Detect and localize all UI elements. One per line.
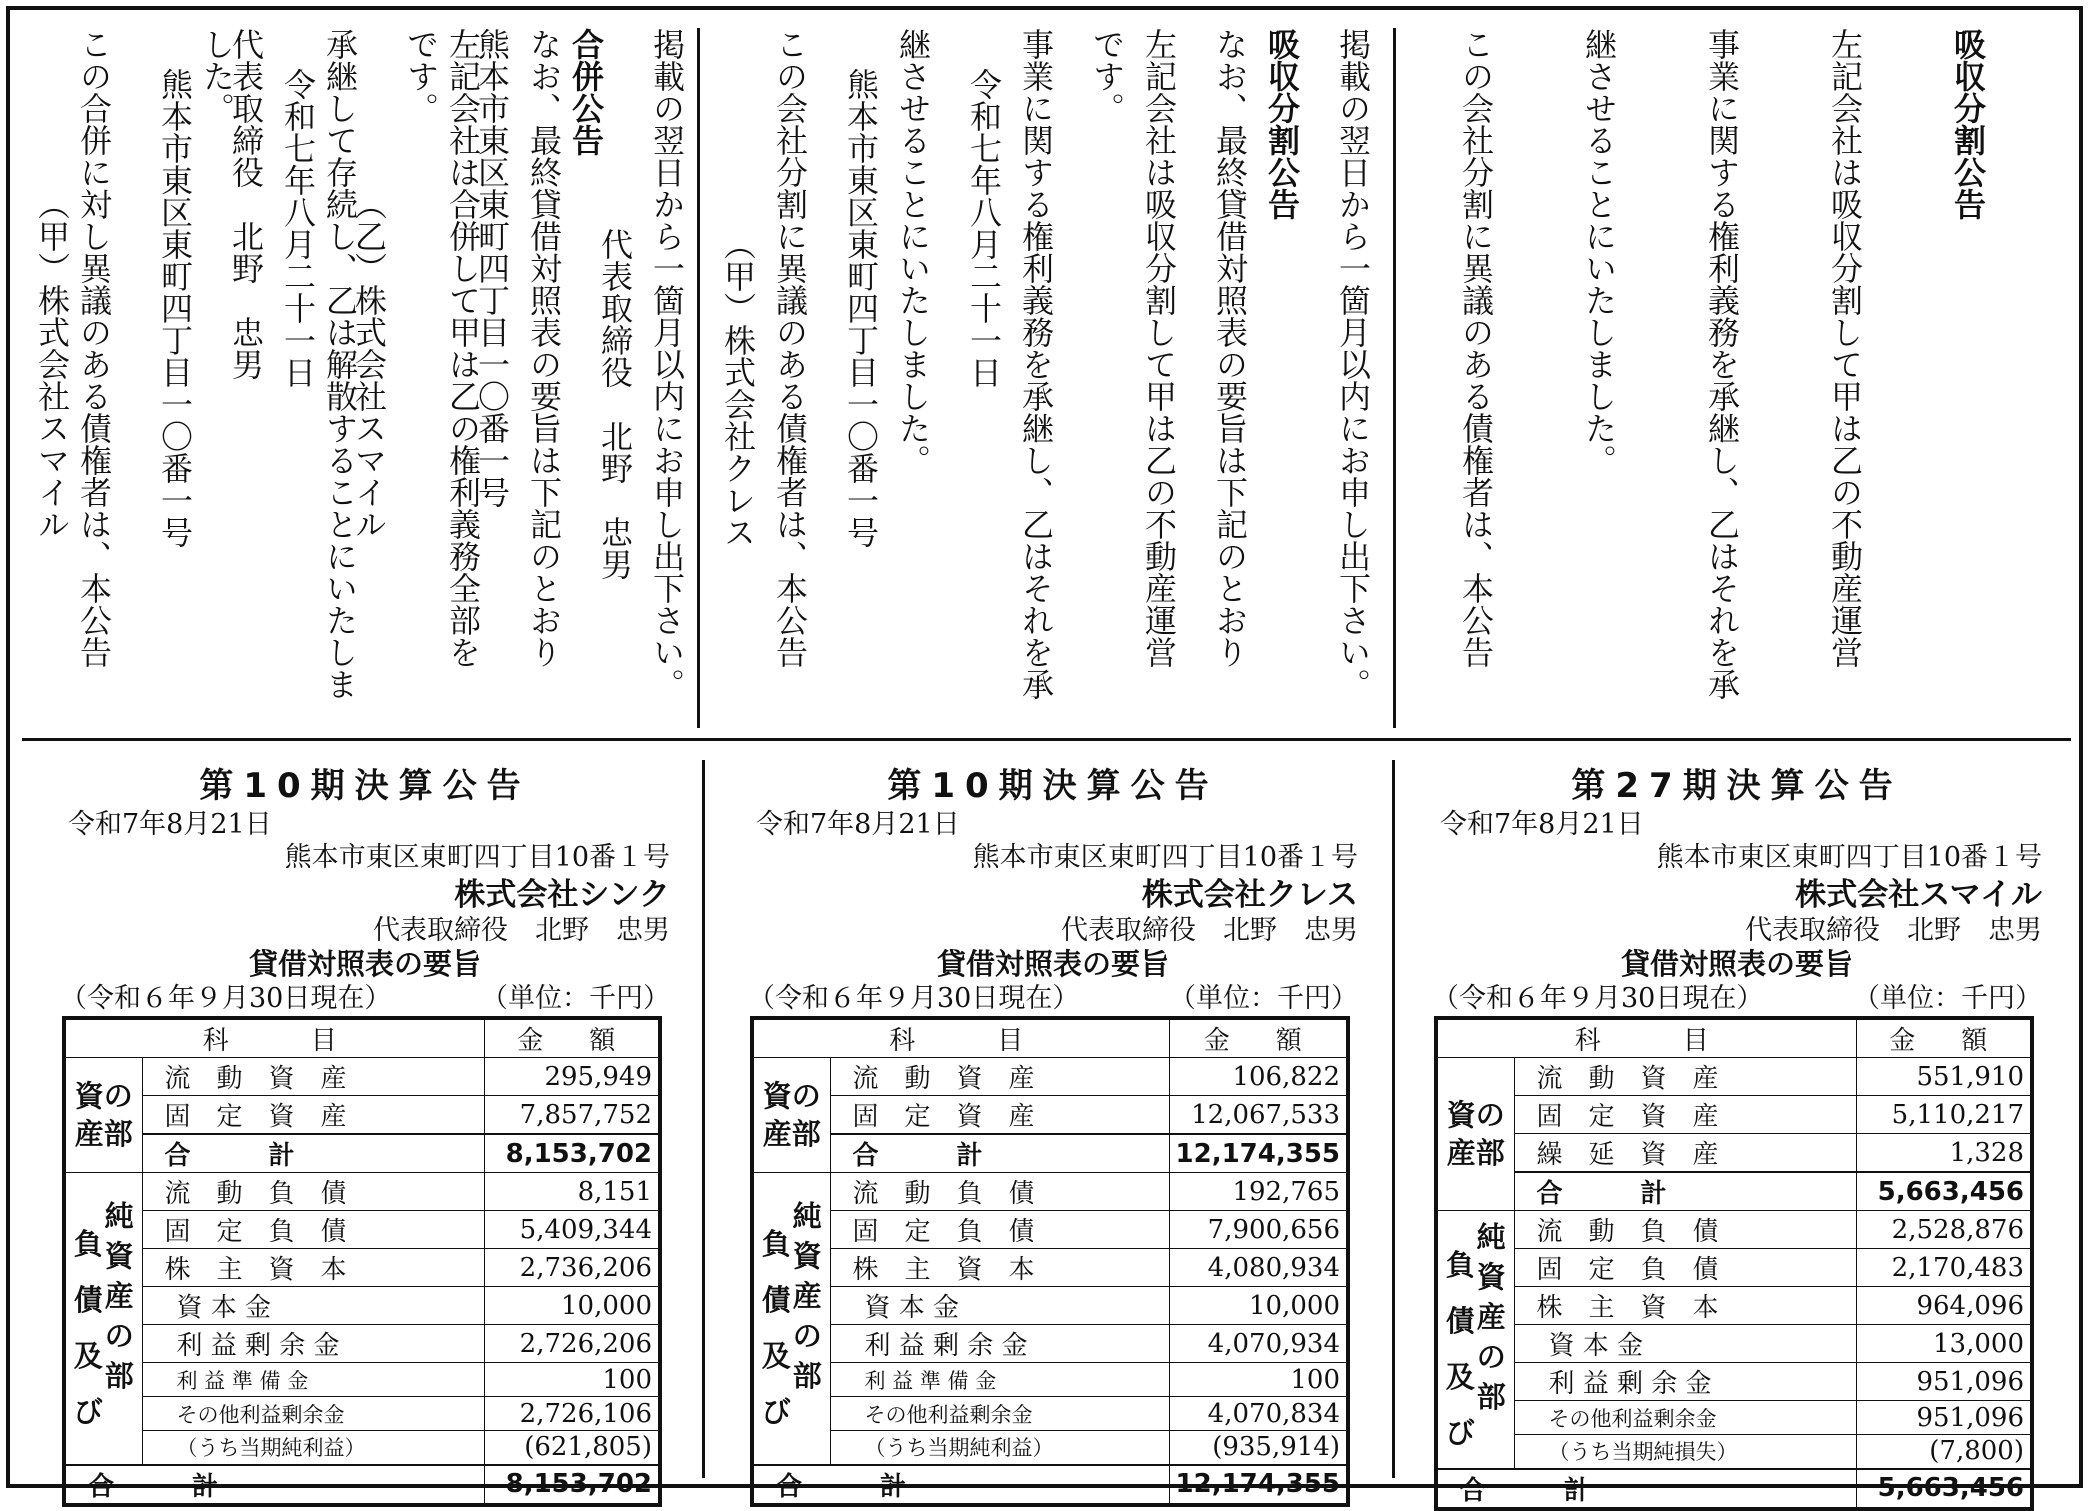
- table-row: [1436, 1435, 2032, 1469]
- assets-total-amount: 5,663,456: [1856, 1172, 2032, 1211]
- item-amount: 10,000: [1169, 1287, 1348, 1325]
- item-amount: 7,857,752: [484, 1096, 660, 1135]
- item-amount: 8,151: [484, 1173, 660, 1211]
- column-header-item: 科 目: [752, 1018, 1169, 1058]
- liabilities-total-label: 合 計: [64, 1465, 484, 1505]
- statement-asof-row: [1432, 976, 2042, 1015]
- item-label: 株 主 資 本: [1514, 1287, 1856, 1325]
- notice-line: 承継して存続し、乙は解散することにいたしま: [321, 28, 359, 700]
- section-label-part-b: 純 資 産 の 部: [792, 1199, 822, 1394]
- notice-line: 掲載の翌日から一箇月以内にお申し出下さい。: [1334, 28, 1372, 700]
- table-row: [752, 1058, 1348, 1096]
- column-header-item: 科 目: [64, 1018, 484, 1058]
- statement-address: 熊本市東区東町四丁目10番１号: [972, 842, 1358, 873]
- table-row: [752, 1249, 1348, 1287]
- section-label-liabilities: [1436, 1211, 1514, 1469]
- item-amount: 4,080,934: [1169, 1249, 1348, 1287]
- table-row: [1436, 1058, 2032, 1096]
- notice-line: した。: [198, 28, 236, 124]
- item-label: 繰 延 資 産: [1514, 1134, 1856, 1173]
- table-row: [64, 1058, 660, 1096]
- item-label: 資 本 金: [1514, 1325, 1856, 1363]
- table-row: [752, 1096, 1348, 1135]
- section-label-part-a: 負 債 及 び: [761, 1227, 791, 1430]
- item-amount: 2,736,206: [484, 1249, 660, 1287]
- item-amount: 106,822: [1169, 1058, 1348, 1096]
- item-label: 利 益 剰 余 金: [1514, 1363, 1856, 1401]
- item-label: 流 動 資 産: [830, 1058, 1169, 1096]
- item-amount: 13,000: [1856, 1325, 2032, 1363]
- statement-address: 熊本市東区東町四丁目10番１号: [284, 842, 670, 873]
- statement-company: 株式会社クレス: [1141, 877, 1358, 913]
- statement-unit: （単位：千円）: [481, 983, 670, 1014]
- item-amount: 295,949: [484, 1058, 660, 1096]
- table-row: [1436, 1287, 2032, 1325]
- item-amount: 2,528,876: [1856, 1211, 2032, 1249]
- item-amount: 100: [1169, 1363, 1348, 1397]
- item-label: 株 主 資 本: [142, 1249, 484, 1287]
- item-label: 利 益 準 備 金: [830, 1363, 1169, 1397]
- table-row: [1436, 1211, 2032, 1249]
- statement-unit: （単位：千円）: [1853, 983, 2042, 1014]
- table-row: [752, 1211, 1348, 1249]
- item-amount: 5,409,344: [484, 1211, 660, 1249]
- item-label: 固 定 資 産: [142, 1096, 484, 1135]
- table-row: [64, 1431, 660, 1465]
- item-amount: 1,328: [1856, 1134, 2032, 1173]
- column-divider-3: [702, 760, 705, 1478]
- statement-date: 令和7年8月21日: [1440, 809, 1644, 840]
- section-label-liabilities-text: [66, 1196, 142, 1440]
- table-row: [64, 1325, 660, 1363]
- section-label-part-b: 純 資 産 の 部: [104, 1199, 134, 1394]
- notice-title: 合併公告: [567, 28, 605, 156]
- statement-subtitle: 貸借対照表の要旨: [248, 947, 481, 981]
- notice-date: 令和七年八月二十一日: [965, 68, 1003, 388]
- liabilities-total-label: 合 計: [1436, 1469, 1856, 1509]
- item-label: 利 益 剰 余 金: [830, 1325, 1169, 1363]
- balance-sheet-table: [62, 1016, 662, 1507]
- table-row: [1436, 1249, 2032, 1287]
- item-amount: 4,070,934: [1169, 1325, 1348, 1363]
- item-amount: 2,726,106: [484, 1397, 660, 1431]
- column-header-amount: 金 額: [484, 1018, 660, 1058]
- statement-subtitle: 貸借対照表の要旨: [936, 947, 1169, 981]
- notice-line: 継させることにいたしました。: [1580, 28, 1618, 476]
- table-row: [64, 1096, 660, 1135]
- notice-line: です。: [1088, 28, 1126, 124]
- liabilities-total-label: 合 計: [752, 1465, 1169, 1505]
- assets-total-label: 合 計: [1514, 1172, 1856, 1211]
- assets-total-label: 合 計: [830, 1134, 1169, 1173]
- statement-representative: 代表取締役 北野 忠男: [1061, 915, 1358, 946]
- section-label-liabilities: [64, 1173, 142, 1465]
- notice-address: 熊本市東区東町四丁目一〇番一号: [156, 68, 194, 548]
- item-amount: 951,096: [1856, 1401, 2032, 1435]
- item-label: 流 動 負 債: [142, 1173, 484, 1211]
- column-header-amount: 金 額: [1169, 1018, 1348, 1058]
- table-row: [64, 1173, 660, 1211]
- notice-line: 掲載の翌日から一箇月以内にお申し出下さい。: [648, 28, 686, 700]
- notice-line: です。: [402, 28, 440, 124]
- table-row: [64, 1287, 660, 1325]
- item-amount: 2,726,206: [484, 1325, 660, 1363]
- item-amount: 192,765: [1169, 1173, 1348, 1211]
- item-amount: (7,800): [1856, 1435, 2032, 1469]
- statement-representative: 代表取締役 北野 忠男: [373, 915, 670, 946]
- notice-line: 左記会社は合併して甲は乙の権利義務全部を: [444, 28, 482, 668]
- section-label-assets: 資の 産部: [752, 1058, 830, 1173]
- notice-date: 令和七年八月二十一日: [279, 68, 317, 388]
- statement-company: 株式会社スマイル: [1795, 877, 2042, 913]
- item-amount: 100: [484, 1363, 660, 1397]
- section-label-liabilities: [752, 1173, 830, 1465]
- item-label: 資 本 金: [142, 1287, 484, 1325]
- item-label: 流 動 資 産: [1514, 1058, 1856, 1096]
- item-amount: 951,096: [1856, 1363, 2032, 1401]
- statement-date: 令和7年8月21日: [68, 809, 272, 840]
- table-row: [752, 1397, 1348, 1431]
- liabilities-total-amount: 8,153,702: [484, 1465, 660, 1505]
- table-row: [64, 1363, 660, 1397]
- item-label: （うち当期純利益）: [830, 1431, 1169, 1465]
- item-amount: 2,170,483: [1856, 1249, 2032, 1287]
- notice-line: この合併に対し異議のある債権者は、本公告: [75, 28, 113, 668]
- section-label-part-a: 負 債 及 び: [73, 1227, 103, 1430]
- item-label: 株 主 資 本: [830, 1249, 1169, 1287]
- item-label: その他利益剰余金: [142, 1397, 484, 1431]
- section-label-part-b: 純 資 産 の 部: [1476, 1220, 1506, 1415]
- item-amount: 4,070,834: [1169, 1397, 1348, 1431]
- section-label-liabilities-text: [1438, 1217, 1514, 1461]
- balance-sheet-table: [750, 1016, 1350, 1507]
- item-amount: 5,110,217: [1856, 1096, 2032, 1134]
- item-label: 流 動 資 産: [142, 1058, 484, 1096]
- table-row: [64, 1397, 660, 1431]
- notice-title: 吸収分割公告: [1949, 28, 1987, 220]
- notice-company: （甲）株式会社スマイル: [33, 188, 71, 540]
- statement-title: 第10期決算公告: [887, 766, 1219, 806]
- statement-smile: [1432, 750, 2042, 1506]
- notice-line: 事業に関する権利義務を承継し、乙はそれを承: [1703, 28, 1741, 700]
- balance-sheet-table: [1434, 1016, 2034, 1511]
- column-header-amount: 金 額: [1856, 1018, 2032, 1058]
- column-header-item: 科 目: [1436, 1018, 1856, 1058]
- statement-company: 株式会社シンク: [454, 877, 670, 913]
- table-row: [752, 1173, 1348, 1211]
- statement-cres: [748, 750, 1358, 1502]
- statement-asof-row: [60, 976, 670, 1015]
- statement-subtitle: 貸借対照表の要旨: [1620, 947, 1853, 981]
- notice-line: 事業に関する権利義務を承継し、乙はそれを承: [1017, 28, 1055, 700]
- statement-asof: （令和６年９月30日現在）: [1432, 983, 1764, 1014]
- item-label: 利 益 準 備 金: [142, 1363, 484, 1397]
- notice-left-text: [0, 28, 688, 728]
- item-label: 固 定 負 債: [830, 1211, 1169, 1249]
- statement-representative: 代表取締役 北野 忠男: [1745, 915, 2042, 946]
- item-amount: (935,914): [1169, 1431, 1348, 1465]
- item-amount: 7,900,656: [1169, 1211, 1348, 1249]
- notice-line: 左記会社は吸収分割して甲は乙の不動産運営: [1140, 28, 1178, 668]
- statement-address: 熊本市東区東町四丁目10番１号: [1656, 842, 2042, 873]
- section-label-assets: 資の 産部: [1436, 1058, 1514, 1211]
- liabilities-total-amount: 12,174,355: [1169, 1465, 1348, 1505]
- statement-title: 第10期決算公告: [199, 766, 531, 806]
- table-row: [752, 1465, 1348, 1505]
- notice-line: 継させることにいたしました。: [894, 28, 932, 476]
- table-row: [64, 1211, 660, 1249]
- notice-address: 熊本市東区東町四丁目一〇番一号: [842, 68, 880, 548]
- table-row: [752, 1287, 1348, 1325]
- assets-total-label: 合 計: [142, 1134, 484, 1173]
- notice-left: [22, 28, 688, 728]
- item-label: 流 動 負 債: [1514, 1211, 1856, 1249]
- item-label: その他利益剰余金: [1514, 1401, 1856, 1435]
- table-row: [1436, 1363, 2032, 1401]
- table-row: [1436, 1134, 2032, 1173]
- assets-total-amount: 8,153,702: [484, 1134, 660, 1173]
- item-label: 資 本 金: [830, 1287, 1169, 1325]
- item-label: 流 動 負 債: [830, 1173, 1169, 1211]
- item-label: 固 定 負 債: [142, 1211, 484, 1249]
- notice-line: この会社分割に異議のある債権者は、本公告: [1457, 28, 1495, 668]
- table-row: [1436, 1096, 2032, 1134]
- table-row: [64, 1465, 660, 1505]
- section-label-liabilities-text: [754, 1196, 830, 1440]
- statement-asof-row: [748, 976, 1358, 1015]
- statement-unit: （単位：千円）: [1169, 983, 1358, 1014]
- notice-line: なお、最終貸借対照表の要旨は下記のとおり: [1211, 28, 1249, 668]
- statement-title: 第27期決算公告: [1571, 766, 1903, 806]
- item-amount: (621,805): [484, 1431, 660, 1465]
- item-label: 固 定 資 産: [830, 1096, 1169, 1135]
- horizontal-divider: [22, 738, 2071, 741]
- table-row: [752, 1363, 1348, 1397]
- statement-asof: （令和６年９月30日現在）: [748, 983, 1080, 1014]
- statement-think: [60, 750, 670, 1502]
- notice-line: この会社分割に異議のある債権者は、本公告: [771, 28, 809, 668]
- statement-date: 令和7年8月21日: [756, 809, 960, 840]
- assets-total-amount: 12,174,355: [1169, 1134, 1348, 1173]
- notice-line: なお、最終貸借対照表の要旨は下記のとおり: [525, 28, 563, 668]
- statement-asof: （令和６年９月30日現在）: [60, 983, 392, 1014]
- column-divider-4: [1392, 760, 1395, 1478]
- item-label: 固 定 負 債: [1514, 1249, 1856, 1287]
- table-row: [1436, 1469, 2032, 1509]
- item-label: 固 定 資 産: [1514, 1096, 1856, 1134]
- item-label: （うち当期純利益）: [142, 1431, 484, 1465]
- notice-company: （甲）株式会社クレス: [719, 228, 757, 548]
- table-row: [1436, 1401, 2032, 1435]
- notice-address: 熊本市東区東町四丁目一〇番一号: [473, 28, 511, 508]
- item-label: （うち当期純損失）: [1514, 1435, 1856, 1469]
- table-row: [752, 1431, 1348, 1465]
- notice-company: （乙）株式会社スマイル: [350, 188, 388, 540]
- notice-representative: 代表取締役 北野 忠男: [227, 28, 265, 380]
- section-label-assets: 資の 産部: [64, 1058, 142, 1173]
- notice-title: 吸収分割公告: [1263, 28, 1301, 220]
- item-amount: 551,910: [1856, 1058, 2032, 1096]
- liabilities-total-amount: 5,663,456: [1856, 1469, 2032, 1509]
- item-amount: 12,067,533: [1169, 1096, 1348, 1135]
- item-label: 利 益 剰 余 金: [142, 1325, 484, 1363]
- item-label: その他利益剰余金: [830, 1397, 1169, 1431]
- table-row: [64, 1249, 660, 1287]
- notice-representative: 代表取締役 北野 忠男: [596, 228, 634, 580]
- table-row: [752, 1325, 1348, 1363]
- table-row: [1436, 1325, 2032, 1363]
- notice-line: 左記会社は吸収分割して甲は乙の不動産運営: [1826, 28, 1864, 668]
- section-label-part-a: 負 債 及 び: [1445, 1248, 1475, 1451]
- item-amount: 10,000: [484, 1287, 660, 1325]
- item-amount: 964,096: [1856, 1287, 2032, 1325]
